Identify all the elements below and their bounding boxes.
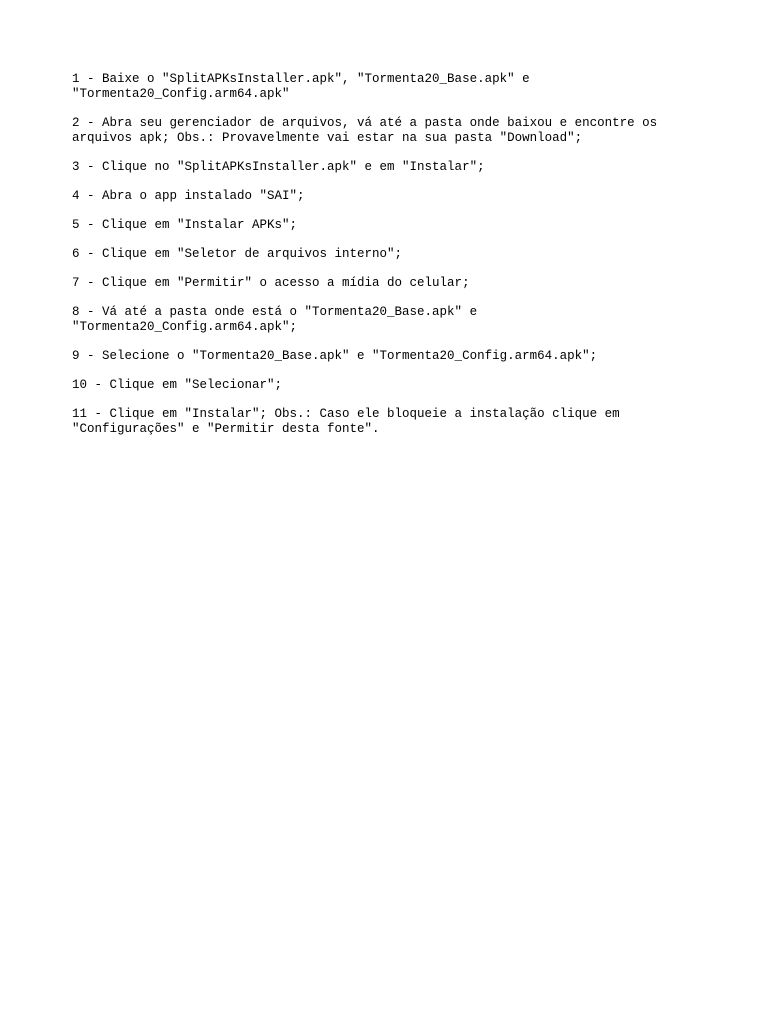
step-3: 3 - Clique no "SplitAPKsInstaller.apk" e em "Instalar"; xyxy=(72,160,485,174)
step-11: 11 - Clique em "Instalar"; Obs.: Caso ele bloqueie a instalação clique em "Configurações" e "Permitir desta fonte". xyxy=(72,407,620,436)
step-6: 6 - Clique em "Seletor de arquivos interno"; xyxy=(72,247,403,261)
step-8: 8 - Vá até a pasta onde está o "Tormenta20_Base.apk" e "Tormenta20_Config.arm64.apk"; xyxy=(72,305,478,334)
step-4: 4 - Abra o app instalado "SAI"; xyxy=(72,189,305,203)
step-5: 5 - Clique em "Instalar APKs"; xyxy=(72,218,298,232)
step-7: 7 - Clique em "Permitir" o acesso a mídia do celular; xyxy=(72,276,470,290)
step-9: 9 - Selecione o "Tormenta20_Base.apk" e "Tormenta20_Config.arm64.apk"; xyxy=(72,349,598,363)
step-2: 2 - Abra seu gerenciador de arquivos, vá até a pasta onde baixou e encontre os arquivos apk; Obs.: Provavelmente vai estar na sua pasta "Download"; xyxy=(72,116,658,145)
step-10: 10 - Clique em "Selecionar"; xyxy=(72,378,283,392)
step-1: 1 - Baixe o "SplitAPKsInstaller.apk", "Tormenta20_Base.apk" e "Tormenta20_Config.arm64.apk" xyxy=(72,72,530,101)
document-page xyxy=(72,72,696,451)
